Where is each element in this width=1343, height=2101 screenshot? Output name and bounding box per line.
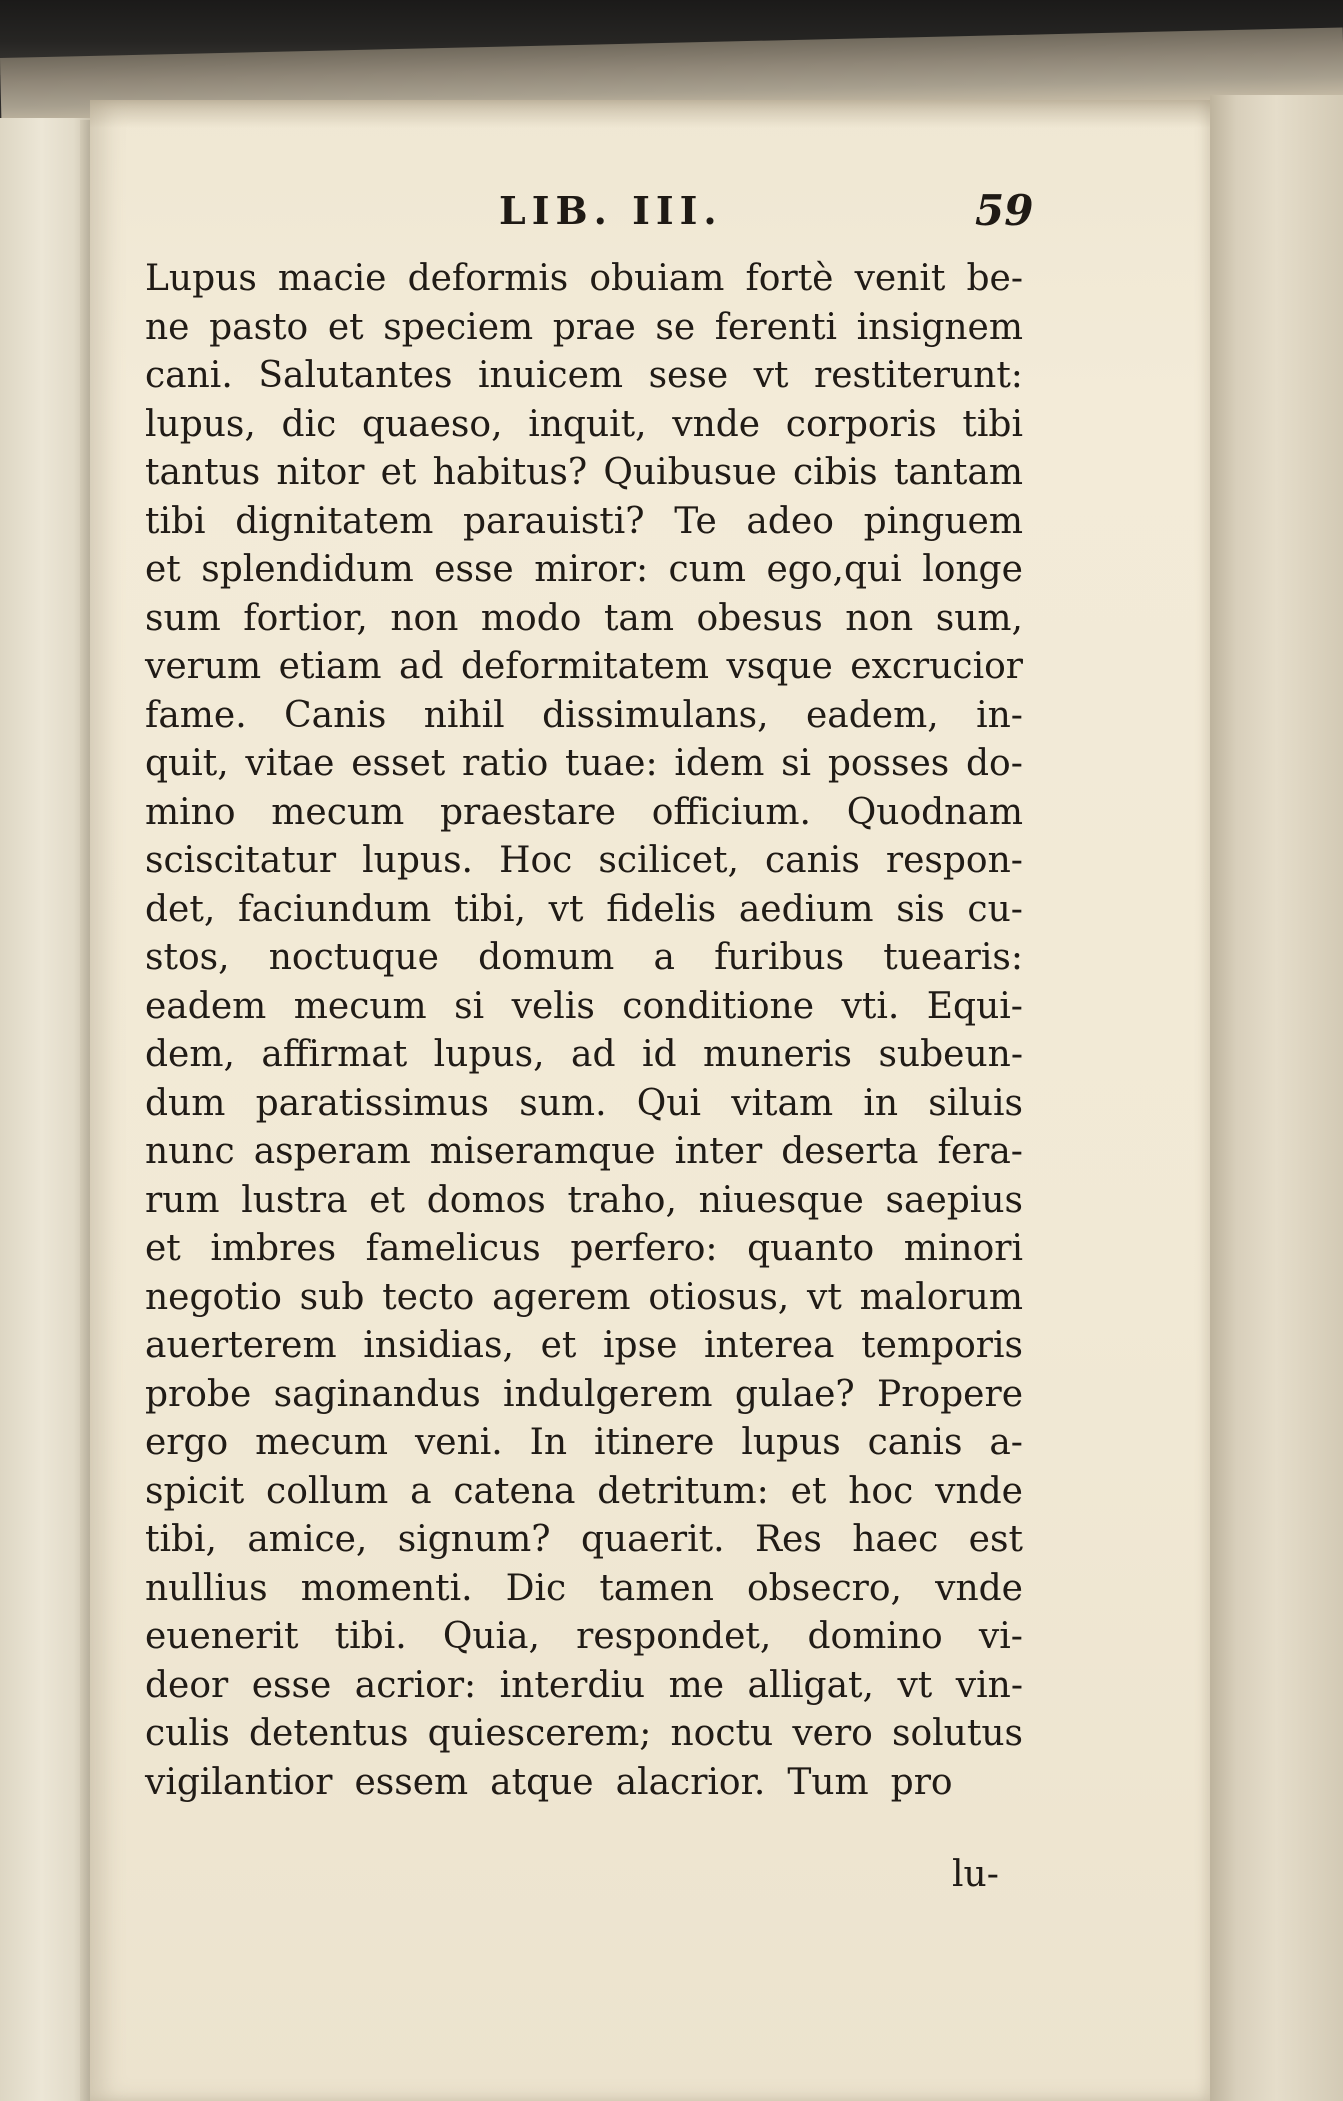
word: nullius xyxy=(145,1567,268,1609)
word: detentus xyxy=(249,1713,409,1754)
word: longe xyxy=(922,549,1023,590)
word: Equi- xyxy=(926,985,1023,1027)
word: speciem xyxy=(383,306,534,348)
word: non xyxy=(390,597,459,639)
word: affirmat xyxy=(261,1034,408,1075)
word: venit xyxy=(854,258,946,299)
text-line xyxy=(145,255,1023,304)
word: deserta xyxy=(781,1131,919,1172)
word: insidias, xyxy=(363,1325,514,1366)
word: fortè xyxy=(745,258,834,299)
word: collum xyxy=(266,1470,389,1512)
word: eadem xyxy=(145,985,267,1027)
text-line xyxy=(145,1565,1023,1614)
word: inter xyxy=(674,1131,763,1172)
text-line xyxy=(145,1516,1023,1565)
word: pinguem xyxy=(863,500,1023,542)
word: Salutantes xyxy=(258,355,453,396)
word: dic xyxy=(281,403,337,445)
word: etiam xyxy=(278,646,382,687)
word: sis xyxy=(896,888,945,930)
word: temporis xyxy=(861,1325,1023,1366)
word: cu- xyxy=(967,888,1023,930)
word: deor xyxy=(145,1664,229,1706)
word: tibi, xyxy=(145,1519,217,1560)
word: agerem xyxy=(492,1276,631,1318)
word: fera- xyxy=(937,1131,1023,1172)
word: corporis xyxy=(785,403,937,445)
word: vt xyxy=(807,1276,842,1318)
word: sum, xyxy=(935,597,1023,639)
word: mino xyxy=(145,791,236,833)
word: haec xyxy=(852,1519,939,1560)
word: euenerit xyxy=(145,1616,299,1657)
word: faciundum xyxy=(238,888,432,930)
word: domum xyxy=(478,937,615,978)
word: id xyxy=(641,1034,677,1075)
word: tantus xyxy=(145,452,261,493)
word: fame. xyxy=(145,694,247,736)
word: interdiu xyxy=(499,1664,646,1706)
word: si xyxy=(454,985,485,1027)
text-line xyxy=(145,1128,1023,1177)
word: et xyxy=(145,1228,181,1269)
left-facing-page xyxy=(0,118,92,2101)
word: mecum xyxy=(293,985,427,1027)
word: alligat, xyxy=(747,1664,874,1706)
word: dissimulans, xyxy=(542,694,769,736)
word: malorum xyxy=(859,1276,1023,1318)
word: nunc xyxy=(145,1131,235,1172)
word: a xyxy=(410,1470,432,1512)
word: a xyxy=(653,937,675,978)
word: splendidum xyxy=(201,549,414,590)
word: quit, xyxy=(145,743,229,784)
word: excrucior xyxy=(850,646,1023,687)
word: vsque xyxy=(726,646,833,687)
word: saginandus xyxy=(273,1373,481,1415)
word: mecum xyxy=(271,791,405,833)
word: conditione xyxy=(622,985,815,1027)
word: verum xyxy=(145,646,262,687)
word: nitor xyxy=(276,452,365,493)
word: canis xyxy=(867,1422,963,1463)
right-page-edges xyxy=(1210,95,1343,2101)
word: fidelis xyxy=(606,888,717,930)
word: otiosus, xyxy=(648,1276,790,1318)
word: vitam xyxy=(731,1082,834,1124)
word: vnde xyxy=(672,403,761,445)
word: amice, xyxy=(247,1519,368,1560)
word: furibus xyxy=(714,937,845,978)
word: veni. xyxy=(414,1422,503,1463)
word: est xyxy=(968,1519,1023,1560)
word: tuae: xyxy=(565,743,658,784)
text-line xyxy=(145,1613,1023,1662)
word: sese xyxy=(648,355,729,396)
word: et xyxy=(145,549,181,590)
word: sum xyxy=(145,597,221,639)
word: non xyxy=(845,597,914,639)
word: vi- xyxy=(978,1616,1023,1657)
word: saepius xyxy=(885,1179,1023,1221)
word: famelicus xyxy=(365,1228,541,1269)
word: asperam xyxy=(253,1131,411,1172)
body-text xyxy=(145,255,1023,1807)
word: inuicem xyxy=(478,355,624,396)
page-header xyxy=(90,188,1210,248)
word: esset xyxy=(351,743,446,784)
word: Te xyxy=(674,500,717,542)
word: tibi, xyxy=(453,888,526,930)
catchword: lu- xyxy=(952,1854,999,1895)
word: si xyxy=(781,743,812,784)
word: restiterunt: xyxy=(814,355,1023,396)
word: respondet, xyxy=(576,1616,772,1657)
word: praestare xyxy=(440,791,616,833)
word: Tum xyxy=(787,1761,869,1803)
word: quiescerem; xyxy=(427,1713,652,1754)
text-line xyxy=(145,595,1023,644)
word: ratio xyxy=(461,743,549,784)
text-line xyxy=(145,1710,1023,1759)
word: stos, xyxy=(145,937,230,978)
word: vt xyxy=(753,355,789,396)
text-line xyxy=(145,352,1023,401)
word: atque xyxy=(490,1761,594,1803)
word: vnde xyxy=(935,1567,1023,1609)
word: scilicet, xyxy=(598,840,739,881)
text-line xyxy=(145,983,1023,1032)
word: auerterem xyxy=(145,1325,337,1366)
left-page-gutter xyxy=(80,120,90,2101)
word: miror: xyxy=(534,549,649,590)
word: minori xyxy=(903,1228,1023,1269)
text-line xyxy=(145,498,1023,547)
word: aedium xyxy=(738,888,874,930)
word: hoc xyxy=(848,1470,914,1512)
word: esse xyxy=(251,1664,332,1706)
word: deformitatem xyxy=(460,646,709,687)
word: noctuque xyxy=(268,937,439,978)
word: pro xyxy=(890,1761,953,1803)
word: et xyxy=(380,452,417,493)
word: siluis xyxy=(928,1082,1023,1124)
text-line xyxy=(145,1322,1023,1371)
word: fortior, xyxy=(243,597,368,639)
word: lupus, xyxy=(145,403,256,445)
word: do- xyxy=(966,743,1023,784)
running-title: LIB. III. xyxy=(499,188,723,233)
word: quaerit. xyxy=(580,1519,725,1560)
word: imbres xyxy=(210,1228,337,1269)
word: vnde xyxy=(935,1470,1023,1512)
word: vigilantior xyxy=(145,1761,333,1803)
word: Lupus xyxy=(145,258,257,299)
text-line xyxy=(145,692,1023,741)
word: ferenti xyxy=(714,306,838,348)
text-line xyxy=(145,934,1023,983)
word: canis xyxy=(765,840,860,881)
word: ad xyxy=(398,646,444,687)
word: se xyxy=(655,306,696,348)
word: tantam xyxy=(893,452,1023,493)
word: inquit, xyxy=(528,403,647,445)
text-line xyxy=(145,401,1023,450)
text-line xyxy=(145,1759,1023,1808)
text-line xyxy=(145,1031,1023,1080)
word: ne xyxy=(145,306,190,348)
word: a- xyxy=(989,1422,1023,1463)
word: in xyxy=(863,1082,899,1124)
word: Quia, xyxy=(442,1616,540,1657)
word: et xyxy=(790,1470,827,1512)
word: obuiam xyxy=(589,258,725,299)
word: det, xyxy=(145,888,216,930)
word: esse xyxy=(434,549,514,590)
word: cibis xyxy=(792,452,878,493)
text-line xyxy=(145,1225,1023,1274)
word: vero xyxy=(792,1713,873,1754)
word: cani. xyxy=(145,355,233,396)
word: in- xyxy=(976,694,1023,736)
word: be- xyxy=(966,258,1023,299)
book-page xyxy=(90,100,1210,2101)
word: tibi xyxy=(145,500,206,542)
word: perfero: xyxy=(570,1228,718,1269)
word: quaeso, xyxy=(361,403,503,445)
word: tuearis: xyxy=(883,937,1023,978)
word: essem xyxy=(354,1761,469,1803)
word: officium. xyxy=(651,791,811,833)
page-top-shadow xyxy=(90,100,1210,128)
word: pasto xyxy=(209,306,309,348)
text-line xyxy=(145,449,1023,498)
word: domos xyxy=(426,1179,546,1221)
word: acrior: xyxy=(354,1664,477,1706)
word: habitus? xyxy=(432,452,588,493)
word: sub xyxy=(299,1276,365,1318)
text-line xyxy=(145,643,1023,692)
word: parauisti? xyxy=(462,500,645,542)
word: traho, xyxy=(567,1179,677,1221)
word: sciscitatur xyxy=(145,840,337,881)
word: et xyxy=(540,1325,577,1366)
word: subeun- xyxy=(878,1034,1023,1075)
word: probe xyxy=(145,1373,252,1415)
word: vitae xyxy=(245,743,335,784)
word: vti. xyxy=(841,985,900,1027)
text-line xyxy=(145,1419,1023,1468)
word: mecum xyxy=(255,1422,389,1463)
word: Canis xyxy=(284,694,387,736)
word: macie xyxy=(277,258,387,299)
word: respon- xyxy=(885,840,1023,881)
word: ipse xyxy=(603,1325,678,1366)
word: muneris xyxy=(702,1034,852,1075)
word: In xyxy=(529,1422,568,1463)
word: rum xyxy=(145,1179,220,1221)
word: tibi xyxy=(962,403,1023,445)
word: tam xyxy=(603,597,675,639)
word: paratissimus xyxy=(255,1082,490,1124)
text-line xyxy=(145,1371,1023,1420)
word: vt xyxy=(897,1664,933,1706)
word: tecto xyxy=(382,1276,475,1318)
word: dum xyxy=(145,1082,226,1124)
word: ego,qui xyxy=(766,549,902,590)
word: niuesque xyxy=(698,1179,864,1221)
word: spicit xyxy=(145,1470,245,1512)
word: lupus, xyxy=(433,1034,545,1075)
word: adeo xyxy=(746,500,834,542)
page-number: 59 xyxy=(975,186,1034,235)
word: obsecro, xyxy=(747,1567,902,1609)
word: sum. xyxy=(519,1082,607,1124)
word: tibi. xyxy=(334,1616,407,1657)
word: negotio xyxy=(145,1276,282,1318)
word: cum xyxy=(668,549,747,590)
text-line xyxy=(145,837,1023,886)
word: obesus xyxy=(696,597,823,639)
word: dem, xyxy=(145,1034,235,1075)
word: dignitatem xyxy=(235,500,434,542)
word: Qui xyxy=(636,1082,701,1124)
word: posses xyxy=(827,743,950,784)
text-line xyxy=(145,1662,1023,1711)
word: Quibusue xyxy=(603,452,777,493)
text-line xyxy=(145,304,1023,353)
word: et xyxy=(327,306,364,348)
word: tamen xyxy=(599,1567,714,1609)
word: culis xyxy=(145,1713,230,1754)
word: lupus xyxy=(741,1422,841,1463)
word: velis xyxy=(511,985,595,1027)
word: interea xyxy=(704,1325,835,1366)
word: miseramque xyxy=(429,1131,656,1172)
text-line xyxy=(145,1177,1023,1226)
word: indulgerem xyxy=(503,1373,713,1415)
text-line xyxy=(145,546,1023,595)
word: catena xyxy=(453,1470,576,1512)
word: itinere xyxy=(593,1422,715,1463)
text-line xyxy=(145,1468,1023,1517)
word: lustra xyxy=(241,1179,348,1221)
word: gulae? xyxy=(734,1373,855,1415)
word: signum? xyxy=(397,1519,551,1560)
word: deformis xyxy=(407,258,569,299)
word: insignem xyxy=(856,306,1023,348)
word: solutus xyxy=(892,1713,1023,1754)
word: idem xyxy=(674,743,765,784)
word: quanto xyxy=(747,1228,875,1269)
word: eadem, xyxy=(805,694,939,736)
word: ergo xyxy=(145,1422,229,1463)
word: domino xyxy=(807,1616,943,1657)
text-line xyxy=(145,1080,1023,1129)
word: vt xyxy=(548,888,584,930)
word: et xyxy=(369,1179,406,1221)
word: modo xyxy=(480,597,582,639)
word: ad xyxy=(570,1034,616,1075)
word: Propere xyxy=(877,1373,1023,1415)
text-line xyxy=(145,886,1023,935)
word: me xyxy=(668,1664,725,1706)
word: noctu xyxy=(670,1713,774,1754)
text-line xyxy=(145,740,1023,789)
text-line xyxy=(145,789,1023,838)
word: lupus. xyxy=(362,840,474,881)
word: nihil xyxy=(423,694,505,736)
word: detritum: xyxy=(597,1470,769,1512)
word: alacrior. xyxy=(615,1761,766,1803)
text-line xyxy=(145,1274,1023,1323)
word: Hoc xyxy=(499,840,573,881)
word: Dic xyxy=(505,1567,567,1609)
word: vin- xyxy=(955,1664,1023,1706)
word: Res xyxy=(754,1519,822,1560)
word: prae xyxy=(552,306,636,348)
word: momenti. xyxy=(300,1567,473,1609)
word: Quodnam xyxy=(846,791,1023,833)
